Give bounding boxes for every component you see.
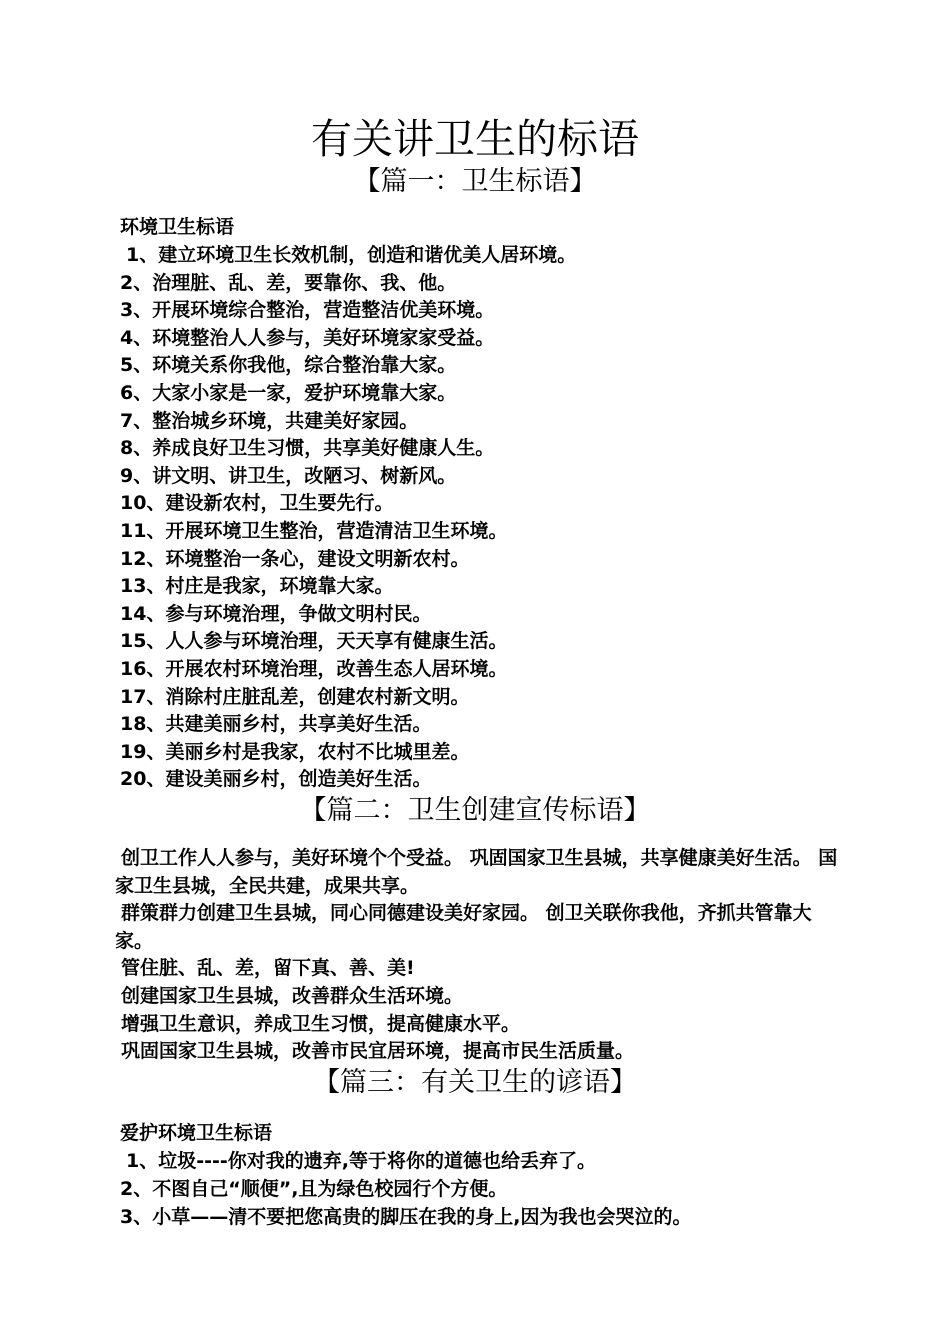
- list-item: 12、环境整治一条心，建设文明新农村。: [120, 547, 470, 570]
- paragraph: 巩固国家卫生县城，改善市民宜居环境，提高市民生活质量。: [121, 1040, 635, 1063]
- list-item: 16、开展农村环境治理，改善生态人居环境。: [120, 657, 508, 680]
- section-1-heading: 【篇一：卫生标语】: [353, 166, 597, 197]
- section-3-heading: 【篇三：有关卫生的谚语】: [313, 1067, 637, 1098]
- list-item: 13、村庄是我家，环境靠大家。: [120, 575, 394, 598]
- list-item: 18、共建美丽乡村，共享美好生活。: [120, 713, 432, 736]
- paragraph: 创卫工作人人参与，美好环境个个受益。 巩固国家卫生县城，共享健康美好生活。 国家卫生县城，全民共建，成果共享。: [115, 847, 838, 897]
- list-item: 11、开展环境卫生整治，营造清洁卫生环境。: [120, 519, 508, 542]
- list-item: 2、治理脏、乱、差，要靠你、我、他。: [120, 271, 457, 294]
- list-item: 7、整治城乡环境，共建美好家园。: [120, 409, 419, 432]
- list-item: 20、建设美丽乡村，创造美好生活。: [120, 768, 432, 791]
- list-item: 9、讲文明、讲卫生，改陋习、树新风。: [120, 464, 457, 487]
- list-item: 17、消除村庄脏乱差，创建农村新文明。: [120, 685, 470, 708]
- list-item: 5、环境关系你我他，综合整治靠大家。: [120, 354, 457, 377]
- section-1-slogan-list: [120, 242, 576, 794]
- paragraph: 创建国家卫生县城，改善群众生活环境。: [121, 984, 464, 1007]
- list-item: 14、参与环境治理，争做文明村民。: [120, 602, 432, 625]
- list-item: 8、养成良好卫生习惯，共享美好健康人生。: [120, 437, 495, 460]
- paragraph: 管住脏、乱、差，留下真、善、美!: [121, 957, 415, 980]
- paragraph: 群策群力创建卫生县城，同心同德建设美好家园。 创卫关联你我他，齐抓共管靠大家。: [115, 902, 812, 952]
- list-item: 19、美丽乡村是我家，农村不比城里差。: [120, 740, 470, 763]
- list-item: 4、环境整治人人参与，美好环境家家受益。: [120, 326, 495, 349]
- list-item: 15、人人参与环境治理，天天享有健康生活。: [120, 630, 508, 653]
- paragraph: 增强卫生意识，养成卫生习惯，提高健康水平。: [121, 1012, 521, 1035]
- list-item: 2、不图自己“顺便”,且为绿色校园行个方便。: [120, 1178, 508, 1200]
- section-1-subheading: 环境卫生标语: [120, 216, 235, 238]
- section-2-heading: 【篇二：卫生创建宣传标语】: [299, 795, 651, 826]
- list-item: 3、小草——清不要把您高贵的脚压在我的身上,因为我也会哭泣的。: [120, 1206, 692, 1228]
- section-2-body: [115, 845, 840, 1066]
- section-3-subheading: 爱护环境卫生标语: [120, 1122, 273, 1144]
- list-item: 1、建立环境卫生长效机制，创造和谐优美人居环境。: [126, 244, 577, 266]
- section-3-slogan-list: [120, 1147, 691, 1231]
- list-item: 3、开展环境综合整治，营造整洁优美环境。: [120, 299, 495, 322]
- list-item: 10、建设新农村，卫生要先行。: [120, 492, 394, 515]
- document-title: 有关讲卫生的标语: [311, 115, 639, 163]
- list-item: 6、大家小家是一家，爱护环境靠大家。: [120, 381, 457, 404]
- list-item: 1、垃圾----你对我的遗弃,等于将你的道德也给丢弃了。: [126, 1150, 596, 1172]
